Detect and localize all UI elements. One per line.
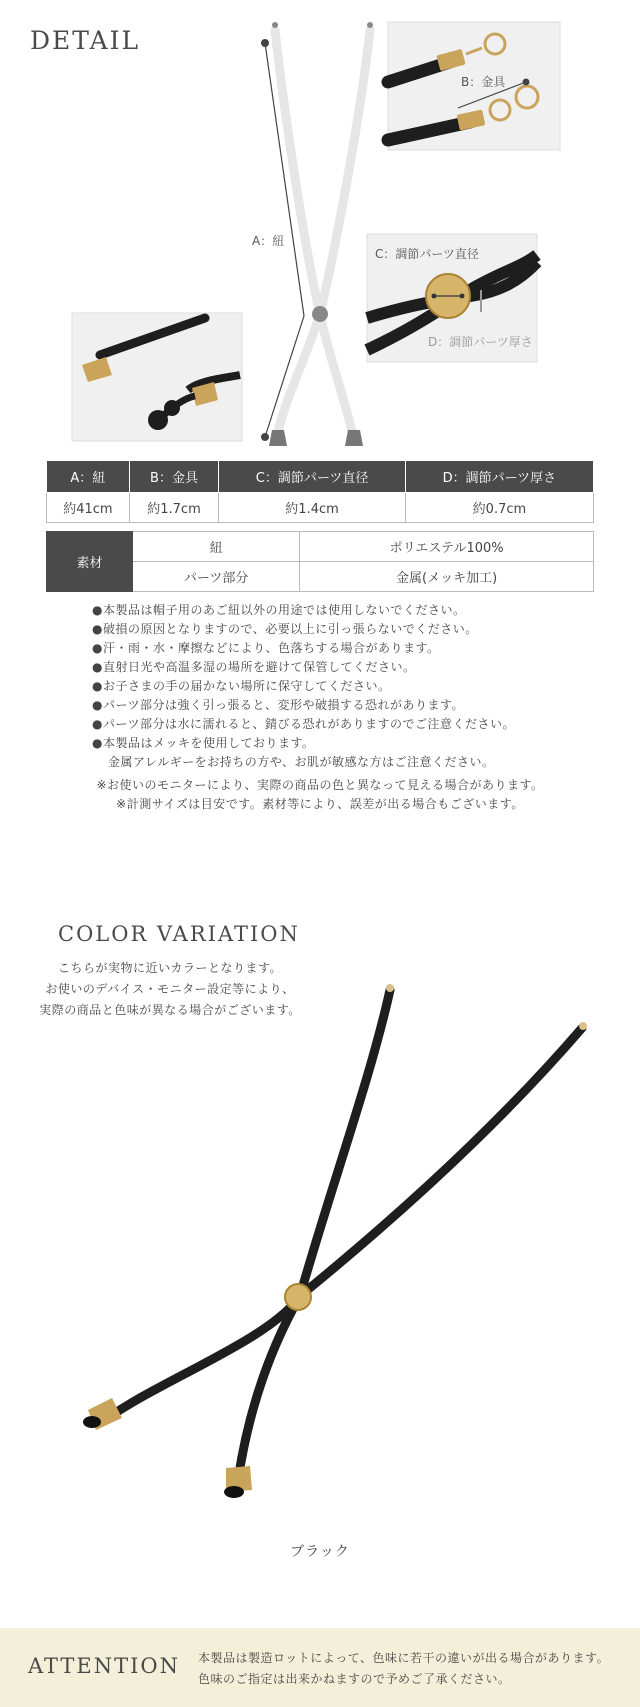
attention-title: ATTENTION [28,1654,181,1678]
material-value: 金属(メッキ加工) [300,562,594,592]
description-line: 実際の商品と色味が異なる場合がございます。 [39,1003,301,1017]
description-line: こちらが実物に近いカラーとなります。 [57,961,283,975]
spec-header-b: B：金具 [129,461,219,493]
note-item: ●パーツ部分は水に濡れると、錆びる恐れがありますのでご注意ください。 [92,717,515,731]
note-item: ●汗・雨・水・摩擦などにより、色落ちする場合があります。 [92,641,440,655]
footnote: ※計測サイズは目安です。素材等により、誤差が出る場合もございます。 [116,797,524,811]
spec-header-row [47,461,594,493]
color-name-black: ブラック [290,1544,350,1560]
spec-value-a: 約41cm [47,493,130,523]
attention-line: 本製品は製造ロットによって、色味に若干の違いが出る場合があります。 [198,1651,610,1665]
note-item: ●本製品はメッキを使用しております。 [92,736,315,750]
material-row [47,532,594,562]
photo-adjuster [367,234,537,362]
material-part: パーツ部分 [133,562,300,592]
spec-header-c: C：調節パーツ直径 [219,461,406,493]
detail-diagram [0,0,640,450]
note-item: ●パーツ部分は強く引っ張ると、変形や破損する恐れがあります。 [92,698,465,712]
label-c: C：調節パーツ直径 [375,247,479,261]
material-part: 紐 [133,532,300,562]
spec-header-a: A：紐 [47,461,130,493]
material-table [46,531,594,592]
note-item: ●本製品は帽子用のあご紐以外の用途では使用しないでください。 [92,603,466,617]
photo-cord-ends [72,313,242,441]
label-a: A：紐 [252,234,285,248]
note-item: ●直射日光や高温多湿の場所を避けて保管してください。 [92,660,416,674]
note-item: ●破損の原因となりますので、必要以上に引っ張らないでください。 [92,622,478,636]
material-value: ポリエステル100% [300,532,594,562]
spec-value-c: 約1.4cm [219,493,406,523]
attention-line: 色味のご指定は出来かねますので予めご了承ください。 [198,1672,511,1686]
footnote: ※お使いのモニターにより、実際の商品の色と異なって見える場合があります。 [96,778,544,792]
cord-diagram [269,22,373,446]
material-header: 素材 [47,532,133,592]
photo-hardware [388,22,560,150]
spec-table [46,460,594,523]
product-image-black [0,960,640,1520]
color-variation-title: COLOR VARIATION [58,922,300,946]
spec-value-row [47,493,594,523]
note-item: 金属アレルギーをお持ちの方や、お肌が敏感な方はご注意ください。 [108,755,495,769]
footnotes [0,776,640,814]
label-d: D：調節パーツ厚さ [428,335,533,349]
spec-value-b: 約1.7cm [129,493,219,523]
care-notes [92,601,612,772]
attention-text [198,1648,609,1690]
note-item: ●お子さまの手の届かない場所に保守してください。 [92,679,391,693]
detail-title: DETAIL [30,26,141,55]
spec-header-d: D：調節パーツ厚さ [405,461,593,493]
attention-banner [0,1628,640,1707]
description-line: お使いのデバイス・モニター設定等により、 [45,982,295,996]
spec-value-d: 約0.7cm [405,493,593,523]
label-b: B：金具 [461,75,506,89]
